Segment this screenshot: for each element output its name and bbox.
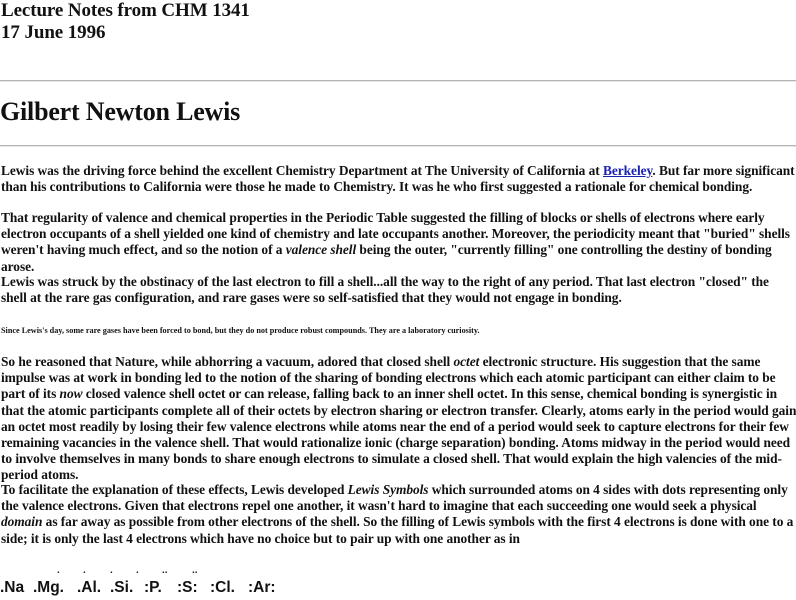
footnote-rare-gases: Since Lewis's day, some rare gases have been forced to bond, but they do not produce robust compounds. They are a laboratory curiosity.	[1, 326, 480, 335]
page-title: Gilbert Newton Lewis	[0, 97, 241, 126]
paragraph-octet	[1, 354, 796, 484]
lewis-symbol-si: .Si.	[110, 579, 134, 596]
paragraph-text: . But far more significant than his contributions to California were those he made to Chemistry. It was he who first suggested a rationale for chemical bonding.	[1, 163, 795, 195]
lewis-symbol-mg: .Mg.	[33, 579, 64, 596]
emphasis-valence-shell: valence shell	[285, 242, 357, 258]
lewis-symbol-al: .Al.	[77, 579, 102, 596]
horizontal-rule	[0, 145, 796, 147]
paragraph-text: closed valence shell octet or can release, falling back to an inner shell octet. In this sense, chemical bonding is synergistic in that the atomic participants complete all of their octets by electron sharing or electron transfer. Clearly, atoms early in the period would gain an octet most readily by losing their few valence electrons while atoms near the end of a period would seek to capture electrons for their few remaining vacancies in the valence shell. That would rationalize ionic (charge separation) bonding. Atoms midway in the period would need to involve themselves in many bonds to share enough electrons to simulate a closed shell. That would explain the high valencies of the mid-period atoms.	[1, 386, 796, 483]
paragraph-text: So he reasoned that Nature, while abhorring a vacuum, adored that closed shell	[1, 354, 454, 369]
lewis-symbols-row	[0, 566, 400, 600]
course-title: Lecture Notes from CHM 1341	[1, 0, 250, 21]
paragraph-lewis-symbols	[1, 482, 796, 547]
paragraph-text: electronic structure. His suggestion that the same impulse was at work in bonding led to the notion of the sharing of bonding electrons which each atomic participant can either claim to be part of its	[1, 354, 776, 402]
lewis-symbol-ar: :Ar:	[248, 579, 276, 596]
paragraph-text: To facilitate the explanation of these effects, Lewis developed	[1, 482, 348, 497]
lewis-symbol-cl: :Cl.	[210, 579, 235, 596]
top-dots-p-pair: ..	[162, 565, 168, 576]
paragraph-text: as far away as possible from other electrons of the shell. So the filling of Lewis symbols with the first 4 electrons is done with one to a side; it is only the last 4 electrons which have no choice but to pair up with one another as in	[1, 514, 794, 546]
paragraph-valence	[1, 210, 796, 275]
top-dots-s-pair: ..	[192, 565, 198, 576]
berkeley-link[interactable]: Berkeley	[602, 163, 653, 178]
lecture-header	[1, 0, 250, 44]
paragraph-text: That regularity of valence and chemical properties in the Periodic Table suggested the filling of blocks or shells of electrons where early electron occupants of a shell yielded one kind of chemistry and late occupants another. Moreover, the periodicity meant that "buried" shells weren't having much effect, and so the notion of a	[1, 210, 790, 258]
top-dot-al: .	[83, 565, 86, 576]
top-dot-si: .	[110, 565, 113, 576]
emphasis-lewis-symbols: Lewis Symbols	[347, 482, 429, 497]
top-dot-mg: .	[57, 565, 60, 576]
emphasis-domain: domain	[1, 514, 43, 530]
paragraph-last-electron: Lewis was struck by the obstinacy of the last electron to fill a shell...all the way to the right of any period. That last electron "closed" the shell at the rare gas configuration, and rare gases were so self-satisfied that they would not engage in bonding.	[1, 274, 769, 306]
lewis-symbol-p: :P.	[144, 579, 162, 596]
horizontal-rule	[0, 80, 796, 82]
paragraph-text: being the outer, "currently filling" one controlling the destiny of bonding arose.	[1, 242, 772, 274]
paragraph-text: Lewis was the driving force behind the excellent Chemistry Department at The University of California at	[1, 163, 603, 178]
lewis-symbol-s: :S:	[177, 579, 198, 596]
emphasis-octet: octet	[453, 354, 480, 369]
lecture-date: 17 June 1996	[1, 22, 106, 43]
emphasis-now: now	[59, 386, 83, 402]
top-dot-p: .	[136, 565, 139, 576]
lewis-symbol-na: .Na	[0, 579, 25, 596]
paragraph-text: which surrounded atoms on 4 sides with dots representing only the valence electrons. Given that electrons repel one another, it wasn't hard to imagine that each succeeding one would seek a physical	[1, 482, 788, 514]
paragraph-intro	[1, 163, 796, 195]
